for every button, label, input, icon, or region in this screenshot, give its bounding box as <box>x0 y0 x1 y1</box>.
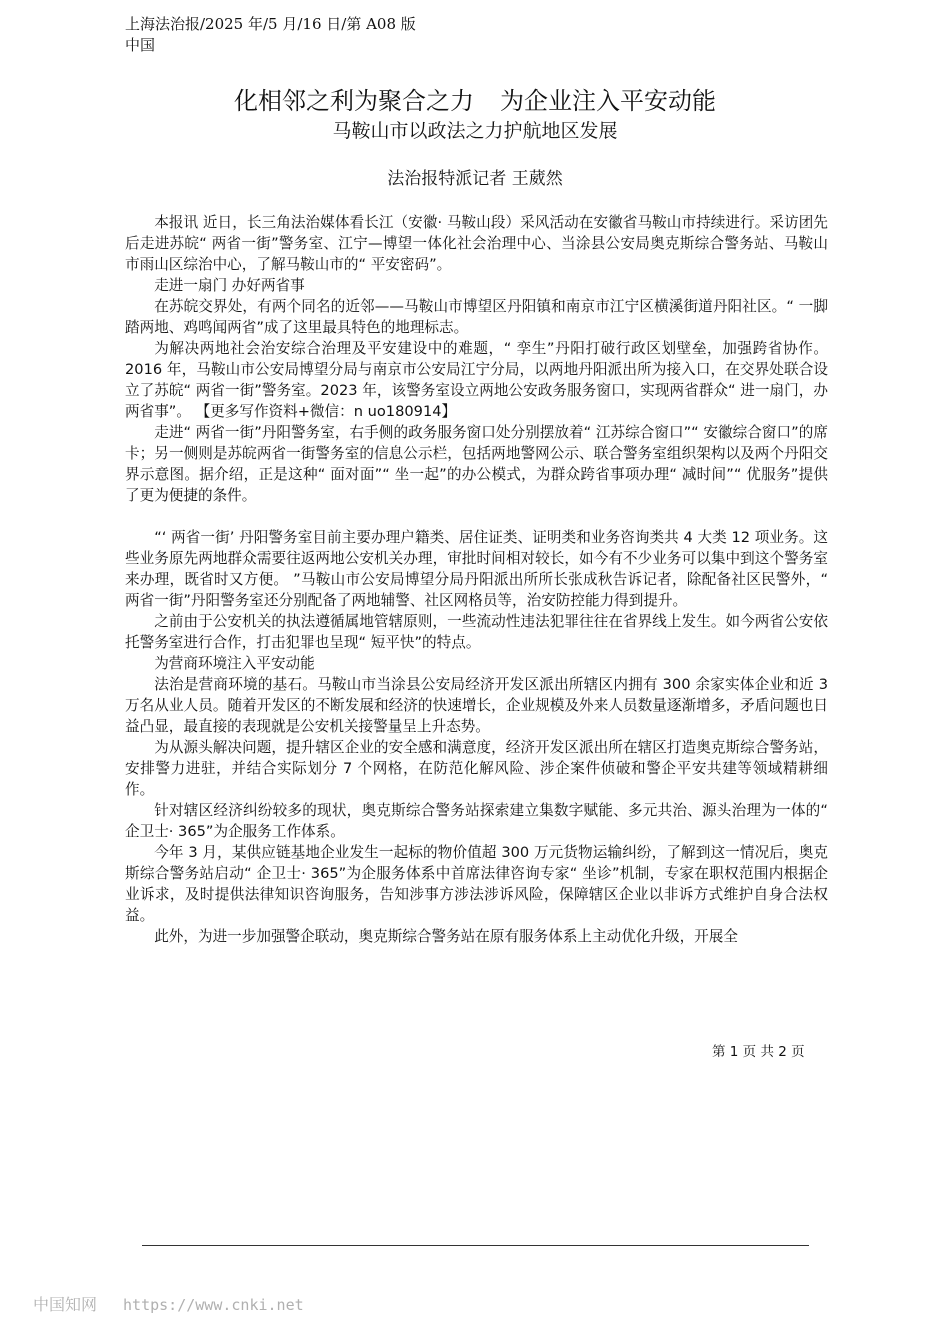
footer-url[interactable]: https://www.cnki.net <box>123 1296 304 1314</box>
footer-divider <box>142 1245 809 1246</box>
page-number: 第 1 页 共 2 页 <box>712 1044 805 1060</box>
paragraph: 为从源头解决问题，提升辖区企业的安全感和满意度，经济开发区派出所在辖区打造奥克斯综合警务站，安排警力进驻，并结合实际划分 7 个网格，在防范化解风险、涉企案件侦破和警企平安共建等领域精耕细作。 <box>125 739 828 798</box>
paragraph: 在苏皖交界处，有两个同名的近邻——马鞍山市博望区丹阳镇和南京市江宁区横溪街道丹阳社区。“ 一脚踏两地、鸡鸣闻两省”成了这里最具特色的地理标志。 <box>125 298 828 336</box>
footer-watermark <box>33 1294 304 1316</box>
headline-part-1: 化相邻之利为聚合之力 <box>234 87 474 115</box>
paragraph: 今年 3 月，某供应链基地企业发生一起标的物价值超 300 万元货物运输纠纷，了解到这一情况后，奥克斯综合警务站启动“ 企卫士· 365”为企服务体系中首席法律咨询专家“ 坐诊”机制，专家在职权范围内根据企业诉求，及时提供法律知识咨询服务，告知涉事方涉法涉诉风险，保障辖区企业以非诉方式维护自身合法权益。 <box>125 844 828 924</box>
subheadline: 马鞍山市以政法之力护航地区发展 <box>332 120 618 142</box>
paragraph: 法治是营商环境的基石。马鞍山市当涂县公安局经济开发区派出所辖区内拥有 300 余家实体企业和近 3 万名从业人员。随着开发区的不断发展和经济的快速增长，企业规模及外来人员数量逐渐增多，矛盾问题也日益凸显，最直接的表现就是公安机关接警量呈上升态势。 <box>125 676 828 735</box>
section-heading: 为营商环境注入平安动能 <box>154 655 315 672</box>
headline-part-2: 为企业注入平安动能 <box>500 87 716 115</box>
paragraph-lead: 本报讯 近日，长三角法治媒体看长江（安徽· 马鞍山段）采风活动在安徽省马鞍山市持续进行。采访团先后走进苏皖“ 两省一街”警务室、江宁—博望一体化社会治理中心、当涂县公安局奥克斯综合警务站、马鞍山市雨山区综治中心，了解马鞍山市的“ 平安密码”。 <box>125 214 828 273</box>
paragraph: 走进“ 两省一街”丹阳警务室，右手侧的政务服务窗口处分别摆放着“ 江苏综合窗口”“ 安徽综合窗口”的席卡；另一侧则是苏皖两省一街警务室的信息公示栏，包括两地警网公示、联合警务室组织架构以及两个丹阳交界示意图。据介绍，正是这种“ 面对面”“ 坐一起”的办公模式，为群众跨省事项办理“ 减时间”“ 优服务”提供了更为便捷的条件。 <box>125 424 828 504</box>
footer-brand: 中国知网 <box>33 1295 98 1314</box>
byline: 法治报特派记者 王葳然 <box>387 169 563 189</box>
paragraph: 为解决两地社会治安综合治理及平安建设中的难题，“ 孪生”丹阳打破行政区划壁垒，加强跨省协作。2016 年，马鞍山市公安局博望分局与南京市公安局江宁分局，以两地丹阳派出所为接入口，在交界处联合设立了苏皖“ 两省一街”警务室。2023 年，该警务室设立两地公安政务服务窗口，实现两省群众“ 进一扇门，办两省事”。 【更多写作资料+微信：n uo180914】 <box>125 340 828 420</box>
paragraph: “‘ 两省一街’ 丹阳警务室目前主要办理户籍类、居住证类、证明类和业务咨询类共 4 大类 12 项业务。这些业务原先两地群众需要往返两地公安机关办理，审批时间相对较长，如今有不少业务可以集中到这个警务室来办理，既省时又方便。 ”马鞍山市公安局博望分局丹阳派出所所长张成秋告诉记者，除配备社区民警外，“ 两省一街”丹阳警务室还分别配备了两地辅警、社区网格员等，治安防控能力得到提升。 <box>125 529 828 609</box>
article-body <box>125 212 828 947</box>
headline <box>0 84 950 118</box>
paragraph: 之前由于公安机关的执法遵循属地管辖原则，一些流动性违法犯罪往往在省界线上发生。如今两省公安依托警务室进行合作，打击犯罪也呈现“ 短平快”的特点。 <box>125 613 828 651</box>
publication-source: 上海法治报/2025 年/5 月/16 日/第 A08 版中国 <box>125 15 416 54</box>
paragraph: 针对辖区经济纠纷较多的现状，奥克斯综合警务站探索建立集数字赋能、多元共治、源头治理为一体的“ 企卫士· 365”为企服务工作体系。 <box>125 802 828 840</box>
section-heading: 走进一扇门 办好两省事 <box>154 277 305 294</box>
paragraph: 此外，为进一步加强警企联动，奥克斯综合警务站在原有服务体系上主动优化升级，开展全 <box>154 928 738 945</box>
